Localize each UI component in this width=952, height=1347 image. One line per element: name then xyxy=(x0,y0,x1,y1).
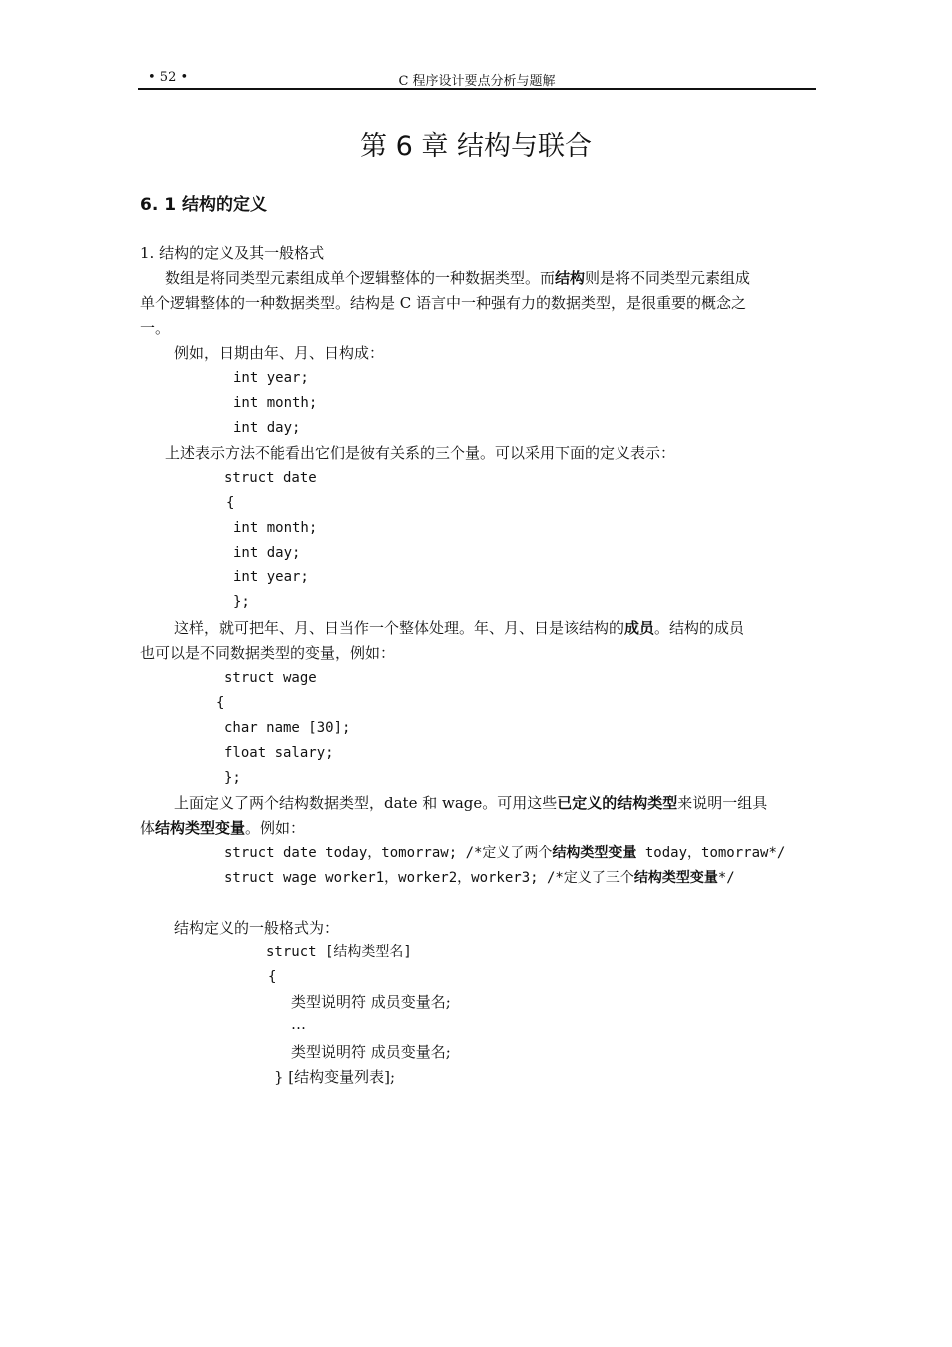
code-line: struct wage worker1，worker2，worker3; /*定义了三个结构类型变量*/ xyxy=(224,870,735,886)
bold-term: 结构类型变量 xyxy=(155,819,246,837)
code-line: struct date xyxy=(224,470,317,486)
paragraph-line: 上面定义了两个结构数据类型，date 和 wage。可用这些已定义的结构类型来说明一组具 xyxy=(174,794,768,812)
format-line: { xyxy=(268,969,277,985)
subsection-title: 1. 结构的定义及其一般格式 xyxy=(140,244,325,262)
code-line: int day; xyxy=(233,420,301,436)
paragraph-line: 一。 xyxy=(140,319,171,337)
running-header xyxy=(138,70,816,90)
book-title: C 程序设计要点分析与题解 xyxy=(398,74,556,89)
paragraph-line: 也可以是不同数据类型的变量，例如： xyxy=(140,644,396,662)
code-line: { xyxy=(226,495,235,511)
code-line: { xyxy=(216,695,225,711)
format-line: 类型说明符 成员变量名; xyxy=(291,1043,451,1061)
code-line: int year; xyxy=(233,569,309,585)
bold-term: 结构类型变量 xyxy=(552,845,637,861)
paragraph-line: 结构定义的一般格式为： xyxy=(174,919,340,937)
code-line: struct wage xyxy=(224,670,317,686)
code-line: float salary; xyxy=(224,745,334,761)
code-line: int day; xyxy=(233,545,301,561)
format-line: } [结构变量列表]; xyxy=(274,1068,396,1086)
code-line: char name [30]; xyxy=(224,720,351,736)
code-line: int year; xyxy=(233,370,309,386)
paragraph-line: 上述表示方法不能看出它们是彼有关系的三个量。可以采用下面的定义表示： xyxy=(165,444,676,462)
page-number: • 52 • xyxy=(148,70,189,85)
paragraph-line: 单个逻辑整体的一种数据类型。结构是 C 语言中一种强有力的数据类型，是很重要的概念之 xyxy=(140,294,747,312)
paragraph-line: 这样，就可把年、月、日当作一个整体处理。年、月、日是该结构的成员。结构的成员 xyxy=(174,619,745,637)
bold-term: 已定义的结构类型 xyxy=(557,794,678,812)
bold-term: 结构类型变量 xyxy=(633,870,718,886)
paragraph-line: 体结构类型变量。例如： xyxy=(140,819,306,837)
format-line: 类型说明符 成员变量名; xyxy=(291,993,451,1011)
code-line: int month; xyxy=(233,520,318,536)
section-title: 6. 1 结构的定义 xyxy=(140,195,267,215)
code-line: }; xyxy=(224,770,241,786)
bold-term: 结构 xyxy=(555,269,586,287)
bold-term: 成员 xyxy=(624,619,655,637)
code-line: int month; xyxy=(233,395,318,411)
format-line: struct [结构类型名] xyxy=(266,944,412,960)
format-line: … xyxy=(291,1015,306,1033)
code-line: struct date today，tomorraw; /*定义了两个结构类型变量 today，tomorraw*/ xyxy=(224,845,786,861)
paragraph-line: 例如，日期由年、月、日构成： xyxy=(174,344,385,362)
chapter-title: 第 6 章 结构与联合 xyxy=(360,131,592,162)
code-line: }; xyxy=(233,594,250,610)
paragraph-line: 数组是将同类型元素组成单个逻辑整体的一种数据类型。而结构则是将不同类型元素组成 xyxy=(165,269,751,287)
